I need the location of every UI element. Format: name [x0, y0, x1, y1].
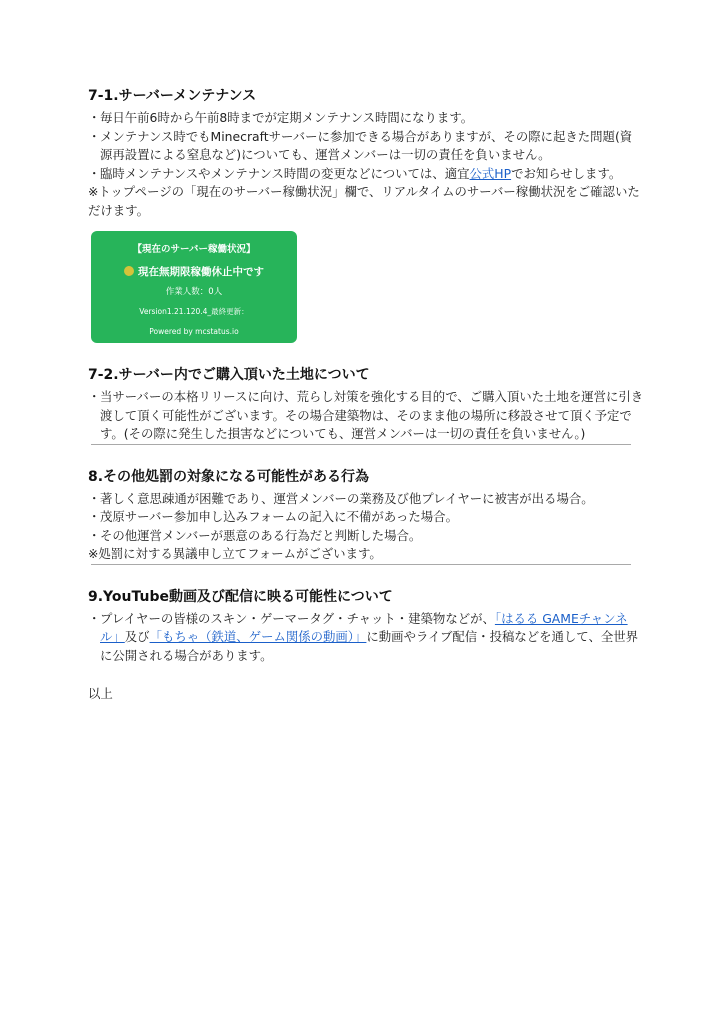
section-7-2	[88, 365, 644, 444]
list-item: ・茂原サーバー参加申し込みフォームの記入に不備があった場合。	[88, 509, 458, 524]
document-content	[88, 86, 644, 714]
section-divider	[91, 564, 631, 565]
section-8-title: 8.その他処罰の対象になる可能性がある行為	[88, 468, 370, 485]
section-7-1-note: ※トップページの「現在のサーバー稼働状況」欄で、リアルタイムのサーバー稼働状況をご確認いただけます。	[88, 184, 640, 218]
version-info: Version1.21.120.4_最終更新：	[139, 307, 249, 316]
section-8-note: ※処罰に対する異議申し立てフォームがございます。	[88, 546, 382, 561]
section-9	[88, 587, 644, 666]
section-7-1-title: 7-1.サーバーメンテナンス	[88, 88, 257, 104]
server-status-card	[91, 231, 297, 343]
closing-text: 以上	[88, 686, 113, 701]
list-item: ・メンテナンス時でもMinecraftサーバーに参加できる場合がありますが、その際に起きた問題(資源再設置による窒息など)についても、運営メンバーは一切の責任を負いません。	[88, 128, 633, 162]
powered-by: Powered by mcstatus.io	[149, 327, 239, 336]
list-item: ・プレイヤーの皆様のスキン・ゲーマータグ・チャット・建築物などが、「はるる GAMEチャンネル」及び「もちゃ（鉄道、ゲーム関係の動画）」に動画やライブ配信・投稿などを通して、全世界に公開される場合があります。	[88, 610, 639, 663]
list-item: ・その他運営メンバーが悪意のある行為だと判断した場合。	[88, 527, 422, 543]
haruru-channel-link[interactable]: 「はるる GAMEチャンネル」	[100, 610, 628, 644]
status-card-title: 【現在のサーバー稼働状況】	[132, 244, 256, 255]
section-divider	[91, 444, 631, 445]
status-dot-icon	[124, 266, 134, 276]
mocha-channel-link[interactable]: 「もちゃ（鉄道、ゲーム関係の動画）」	[149, 629, 367, 644]
list-item: ・毎日午前6時から午前8時までが定期メンテナンス時間になります。	[88, 110, 474, 125]
section-7-2-title: 7-2.サーバー内でご購入頂いた土地について	[88, 367, 370, 383]
status-text: 現在無期限稼働休止中です	[91, 265, 297, 279]
list-item: ・当サーバーの本格リリースに向け、荒らし対策を強化する目的で、ご購入頂いた土地を運営に引き渡して頂く可能性がございます。その場合建築物は、そのまま他の場所に移設させて頂く予定です。(その際に発生した損害などについても、運営メンバーは一切の責任を負いません。)	[88, 389, 644, 441]
section-7-1	[88, 86, 644, 343]
section-9-title: 9.YouTube動画及び配信に映る可能性について	[88, 588, 393, 605]
worker-count: 作業人数：0人	[165, 287, 223, 297]
list-item: ・臨時メンテナンスやメンテナンス時間の変更などについては、適宜公式HPでお知らせします。	[88, 165, 622, 181]
list-item: ・著しく意思疎通が困難であり、運営メンバーの業務及び他プレイヤーに被害が出る場合。	[88, 490, 594, 506]
section-8	[88, 467, 644, 564]
official-hp-link[interactable]: 公式HP	[469, 165, 512, 181]
